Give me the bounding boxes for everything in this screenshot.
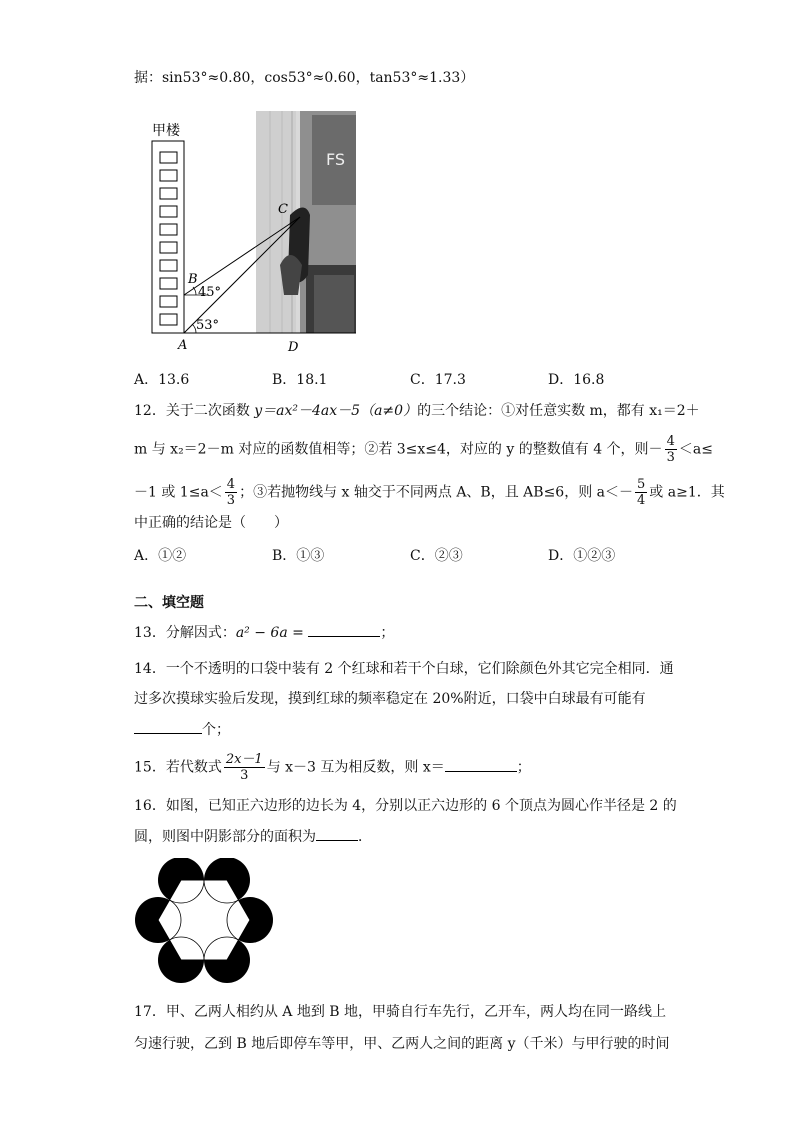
angle-45-label: 45° bbox=[198, 285, 222, 300]
answer-blank bbox=[134, 719, 202, 734]
point-a-label: A bbox=[178, 338, 188, 353]
q12-option-b: B．①③ bbox=[272, 548, 325, 564]
q15-line: 15．若代数式 $\frac{2x-1}{3}$ 与 x－3 互为相反数，则 x＝ ； bbox=[134, 752, 531, 783]
q14-line-3: 个； bbox=[134, 719, 230, 740]
q11-option-a: A．13.6 bbox=[134, 372, 190, 388]
q11-option-c: C．17.3 bbox=[410, 372, 466, 388]
q17-line-1: 17．甲、乙两人相约从 A 地到 B 地，甲骑自行车先行，乙开车，两人均在同一路线上 bbox=[134, 1004, 667, 1020]
building-label: 甲楼 bbox=[152, 123, 180, 139]
q12-line-3: －1 或 1≤a＜ $\frac{4}{3}$ ；③若抛物线与 x 轴交于不同两点 A、B，且 AB≤6，则 a＜－ $\frac{5}{4}$ 或 a≥1．其 bbox=[134, 477, 725, 508]
q12-line-2: m 与 x₂＝2－m 对应的函数值相等；②若 3≤x≤4，对应的 y 的整数值有 4 个，则－ $\frac{4}{3}$ ＜a≤ bbox=[134, 434, 713, 465]
point-b-label: B bbox=[188, 272, 198, 287]
point-c-label: C bbox=[278, 202, 288, 217]
angle-53-label: 53° bbox=[196, 318, 220, 333]
answer-blank bbox=[445, 757, 517, 772]
q14-line-1: 14．一个不透明的口袋中装有 2 个红球和若干个白球，它们除颜色外其它完全相同．通 bbox=[134, 661, 674, 677]
section-title: 二、填空题 bbox=[134, 595, 204, 611]
q12-line-4: 中正确的结论是（ ） bbox=[134, 515, 288, 531]
fraction-5-4: $\frac{5}{4}$ bbox=[637, 477, 646, 508]
q11-option-b: B．18.1 bbox=[272, 372, 328, 388]
building-figure bbox=[130, 105, 370, 355]
q11-option-d: D．16.8 bbox=[548, 372, 605, 388]
q12-line-1: 12．关于二次函数 y＝ax²－4ax－5（a≠0）的三个结论：①对任意实数 m，都有 x₁＝2＋ bbox=[134, 403, 700, 419]
answer-blank bbox=[316, 826, 358, 841]
q16-line-1: 16．如图，已知正六边形的边长为 4，分别以正六边形的 6 个顶点为圆心作半径是 2 的 bbox=[134, 798, 677, 814]
q12-option-d: D．①②③ bbox=[548, 548, 616, 564]
photo-sign: FS bbox=[326, 150, 346, 169]
point-d-label: D bbox=[288, 340, 299, 355]
q14-line-2: 过多次摸球实验后发现，摸到红球的频率稳定在 20%附近，口袋中白球最有可能有 bbox=[134, 691, 646, 707]
q12-option-c: C．②③ bbox=[410, 548, 463, 564]
q17-line-2: 匀速行驶，乙到 B 地后即停车等甲，甲、乙两人之间的距离 y（千米）与甲行驶的时间 bbox=[134, 1036, 670, 1052]
q12-option-a: A．①② bbox=[134, 548, 187, 564]
fraction-4-3: $\frac{4}{3}$ bbox=[226, 477, 236, 508]
q13-line: 13．分解因式：a² − 6a = ； bbox=[134, 622, 394, 643]
hexagon-circles-figure bbox=[134, 858, 274, 988]
data-hint-line: 据：sin53°≈0.80，cos53°≈0.60，tan53°≈1.33） bbox=[134, 70, 475, 86]
answer-blank bbox=[308, 622, 380, 637]
q16-line-2: 圆，则图中阴影部分的面积为 ． bbox=[134, 826, 372, 847]
fraction-4-3: $\frac{4}{3}$ bbox=[666, 434, 675, 465]
fraction-2x-1-over-3: $\frac{2x-1}{3}$ bbox=[225, 752, 263, 783]
